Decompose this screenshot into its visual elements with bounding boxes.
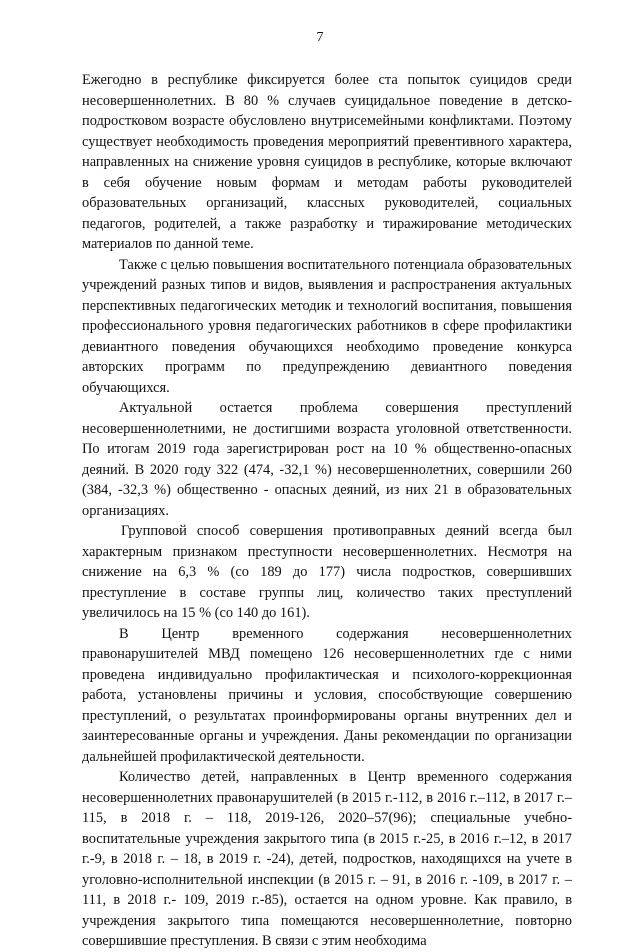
paragraph-temporary-detention-center: В Центр временного содержания несовершеннолетних правонарушителей МВД помещено 126 несовершеннолетних где с ними проведена индивидуально профилактическая и психолого-коррекционная работа, установлены причины и условия, способствующие совершению преступлений, о результатах проинформированы органы внутренних дел и заинтересованные органы и учреждения. Даны рекомендации по организации дальнейшей профилактической деятельности. xyxy=(82,625,572,765)
paragraph-children-statistics: Количество детей, направленных в Центр временного содержания несовершеннолетних правонарушителей (в 2015 г.-112, в 2016 г.–112, в 2017 г.–115, в 2018 г. – 118, 2019-126, 2020–57(96); специальные учебно-воспитательные учреждения закрытого типа (в 2015 г.-25, в 2016 г.–12, в 2017 г.-9, в 2018 г. – 18, в 2019 г. -24), детей, подростков, находящихся на учете в уголовно-исполнительной инспекции (в 2015 г. – 91, в 2016 г. -109, в 2017 г. – 111, в 2018 г.- 109, 2019 г.-85), остается на одном уровне. Как правило, в учреждения закрытого типа помещаются несовершеннолетние, повторно совершившие преступления. В связи с этим необходима xyxy=(82,769,572,949)
paragraph-suicide-prevention: Ежегодно в республике фиксируется более ста попыток суицидов среди несовершеннолетних. В 80 % случаев суицидальное поведение в детско-подростковом возрасте обусловлено внутрисемейными конфликтами. Поэтому существует необходимость проведения мероприятий превентивного характера, направленных на снижение уровня суицидов в республике, которые включают в себя обучение новым формам и методам работы руководителей образовательных организаций, классных руководителей, социальных педагогов, родителей, а также разработку и тиражирование методических материалов по данной теме. xyxy=(82,72,572,252)
page-number: 7 xyxy=(316,30,324,45)
body-text xyxy=(82,70,572,952)
paragraph-group-crimes: Групповой способ совершения противоправных деяний всегда был характерным признаком преступности несовершеннолетних. Несмотря на снижение на 6,3 % (со 189 до 177) числа подростков, совершивших преступление в составе группы лиц, количество таких преступлений увеличилось на 15 % (со 140 до 161). xyxy=(82,523,572,621)
paragraph-author-programs-contest: Также с целью повышения воспитательного потенциала образовательных учреждений разных типов и видов, выявления и распространения актуальных перспективных педагогических методик и технологий воспитания, повышения профессионального уровня педагогических работников в сфере профилактики девиантного поведения обучающихся необходимо проведение конкурса авторских программ по предупреждению девиантного поведения обучающихся. xyxy=(82,256,573,396)
paragraph-juvenile-offenses: Актуальной остается проблема совершения преступлений несовершеннолетними, не достигшими возраста уголовной ответственности. По итогам 2019 года зарегистрирован рост на 10 % общественно-опасных деяний. В 2020 году 322 (474, -32,1 %) несовершеннолетних, совершили 260 (384, -32,3 %) общественно - опасных деяний, из них 21 в образовательных организациях. xyxy=(82,400,572,519)
